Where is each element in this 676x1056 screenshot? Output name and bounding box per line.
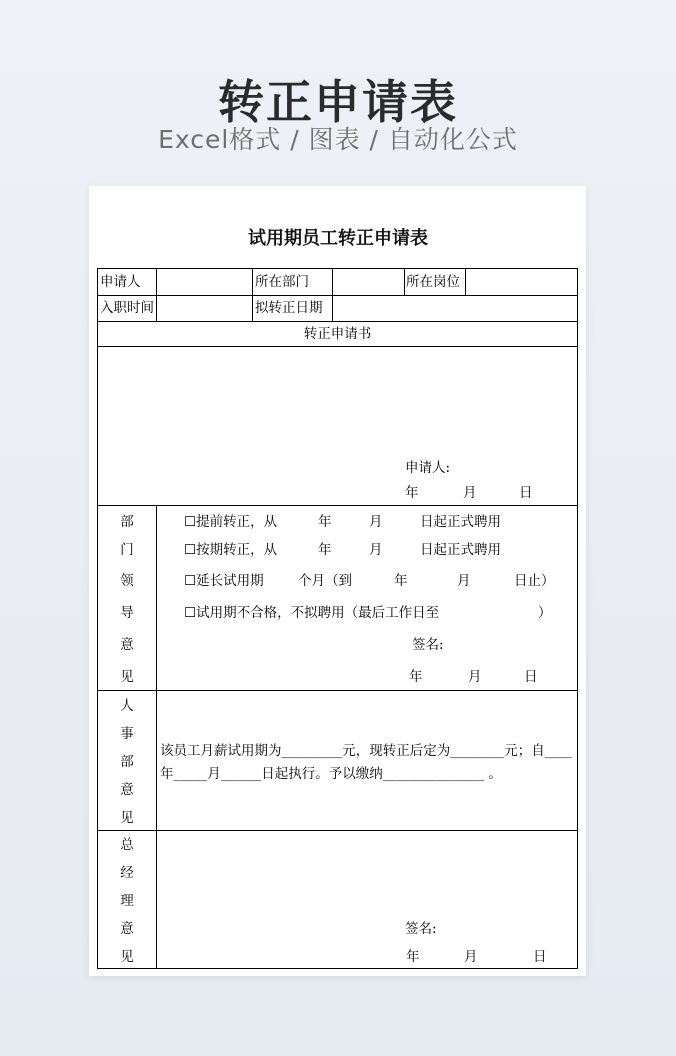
col-divider (404, 269, 405, 295)
hr-text-line1: 该员工月薪试用期为_________元，现转正后定为________元；自____ (160, 743, 572, 759)
checkbox-icon[interactable]: ☐ (184, 514, 197, 530)
hr-text-line2: 年_____月______日起执行。予以缴纳_______________ 。 (160, 766, 502, 782)
applicant-date-year: 年 (405, 485, 419, 501)
row-divider (98, 295, 577, 296)
opt3-rest: 日止） (514, 573, 555, 589)
col-divider (156, 269, 157, 321)
col-divider (332, 269, 333, 321)
hr-label-char: 部 (120, 754, 134, 770)
opt1-month: 月 (369, 514, 383, 530)
gm-date-month: 月 (464, 949, 478, 965)
opt3-year: 年 (394, 573, 408, 589)
col-divider (156, 505, 157, 969)
page-subtitle: Excel格式 / 图表 / 自动化公式 (158, 125, 518, 154)
dept-label-char: 部 (120, 514, 134, 530)
option-not-qualified[interactable]: ☐试用期不合格，不拟聘用（最后工作日至 (184, 605, 440, 621)
hr-label-char: 事 (120, 726, 134, 742)
applicant-date-month: 月 (463, 485, 477, 501)
checkbox-icon[interactable]: ☐ (184, 605, 197, 621)
dept-label-char: 导 (120, 605, 134, 621)
dept-label-char: 领 (120, 573, 134, 589)
applicant-sign-label: 申请人: (405, 460, 451, 476)
dept-date-day: 日 (524, 669, 538, 685)
gm-label-char: 经 (120, 865, 134, 881)
opt3-month: 月 (457, 573, 471, 589)
checkbox-icon[interactable]: ☐ (184, 573, 197, 589)
option-early-confirm[interactable]: ☐提前转正，从 (184, 514, 278, 530)
letter-header: 转正申请书 (303, 326, 372, 342)
gm-date-year: 年 (406, 949, 420, 965)
option-extend-probation[interactable]: ☐延长试用期 (184, 573, 264, 589)
option-on-time-confirm[interactable]: ☐按期转正，从 (184, 542, 278, 558)
hr-label-char: 意 (120, 782, 134, 798)
applicant-label: 申请人 (100, 274, 141, 290)
form-title: 试用期员工转正申请表 (248, 228, 428, 249)
department-label: 所在部门 (255, 274, 309, 290)
hr-label-char: 见 (120, 810, 134, 826)
dept-label-char: 意 (120, 637, 134, 653)
col-divider (252, 269, 253, 321)
hire-date-label: 入职时间 (100, 300, 154, 316)
gm-date-day: 日 (533, 949, 547, 965)
page-title: 转正申请表 (218, 75, 458, 129)
checkbox-icon[interactable]: ☐ (184, 542, 197, 558)
dept-date-month: 月 (468, 669, 482, 685)
application-form (97, 268, 578, 969)
dept-sign-label: 签名: (412, 637, 444, 653)
dept-label-char: 见 (120, 669, 134, 685)
row-divider (98, 505, 577, 506)
opt4-close: ） (538, 605, 552, 621)
gm-label-char: 理 (120, 893, 134, 909)
hr-label-char: 人 (120, 698, 134, 714)
gm-label-char: 见 (120, 949, 134, 965)
row-divider (98, 830, 577, 831)
row-divider (98, 690, 577, 691)
opt2-rest: 日起正式聘用 (420, 542, 501, 558)
opt2-month: 月 (369, 542, 383, 558)
col-divider (465, 269, 466, 295)
applicant-date-day: 日 (519, 485, 533, 501)
opt2-year: 年 (318, 542, 332, 558)
gm-label-char: 总 (120, 837, 134, 853)
row-divider (98, 346, 577, 347)
position-label: 所在岗位 (406, 274, 460, 290)
opt1-year: 年 (318, 514, 332, 530)
opt1-rest: 日起正式聘用 (420, 514, 501, 530)
planned-date-label: 拟转正日期 (255, 300, 323, 316)
gm-sign-label: 签名: (405, 921, 437, 937)
gm-label-char: 意 (120, 921, 134, 937)
dept-date-year: 年 (409, 669, 423, 685)
row-divider (98, 321, 577, 322)
opt3-months: 个月（到 (298, 573, 352, 589)
dept-label-char: 门 (120, 542, 134, 558)
